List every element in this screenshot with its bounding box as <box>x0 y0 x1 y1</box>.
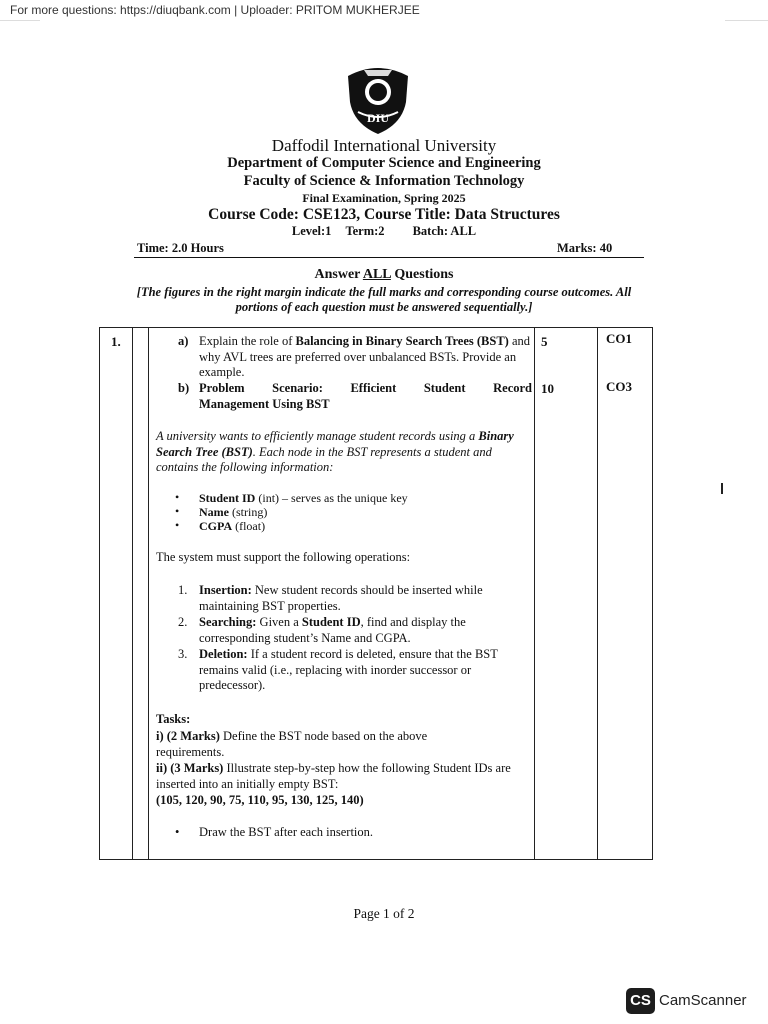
divider <box>725 20 768 21</box>
camscanner-logo-icon: CS <box>626 988 655 1014</box>
exam-time: Time: 2.0 Hours <box>137 241 224 255</box>
column-line <box>148 328 149 859</box>
system-text: The system must support the following operations: <box>156 550 411 564</box>
exam-name: Final Examination, Spring 2025 <box>302 191 466 205</box>
total-marks: Marks: 40 <box>557 241 613 255</box>
level-row <box>0 224 768 239</box>
task-2: ii) (3 Marks) Illustrate step-by-step how the following Student IDs are inserted into an initially empty BST: <box>156 761 511 791</box>
part-a-co: CO1 <box>606 331 632 346</box>
bullet-icon: • <box>175 825 180 839</box>
bullet-icon: • <box>175 490 180 504</box>
operation-item: 2. Searching: Given a Student ID, find and display the corresponding student’s Name and CGPA. <box>178 615 466 645</box>
part-b-label: b) <box>178 381 190 395</box>
department-name: Department of Computer Science and Engineering <box>227 155 541 171</box>
task-1: i) (2 Marks) Define the BST node based on the above requirements. <box>156 729 428 759</box>
camscanner-name: CamScanner <box>659 992 747 1009</box>
part-b-marks: 10 <box>541 381 554 396</box>
bullet-icon: • <box>175 504 180 518</box>
faculty-name: Faculty of Science & Information Technology <box>243 173 525 189</box>
watermark-text: For more questions: https://diuqbank.com | Uploader: PRITOM MUKHERJEE <box>10 3 420 17</box>
batch: Batch: ALL <box>412 224 477 238</box>
field-item: • Name (string) <box>175 504 268 519</box>
part-a-marks: 5 <box>541 334 548 349</box>
column-line <box>534 328 535 859</box>
part-a-label: a) <box>178 334 189 348</box>
operation-item: 1. Insertion: New student records should be inserted while maintaining BST properties. <box>178 583 483 613</box>
part-b-title-line1: Problem Scenario: Efficient Student Record <box>199 381 532 395</box>
answer-instruction: Answer ALL Questions <box>314 267 454 282</box>
question-table <box>99 327 653 860</box>
tasks-label: Tasks: <box>156 712 191 726</box>
student-ids: (105, 120, 90, 75, 110, 95, 130, 125, 140) <box>156 793 364 807</box>
part-b-title-line2: Management Using BST <box>199 397 330 411</box>
page-number: Page 1 of 2 <box>353 906 415 921</box>
divider <box>0 20 40 21</box>
course-title: Course Code: CSE123, Course Title: Data Structures <box>208 206 560 223</box>
logo-text: DIU <box>366 111 390 125</box>
field-item: • Student ID (int) – serves as the unique key <box>175 490 408 505</box>
level: Level:1 <box>291 224 332 238</box>
scenario-text: A university wants to efficiently manage student records using a Binary Search Tree (BST). Each node in the BST represents a student and contains the following information: <box>156 429 514 474</box>
bullet-icon: • <box>175 518 180 532</box>
column-line <box>132 328 133 859</box>
term: Term:2 <box>345 224 385 238</box>
column-line <box>597 328 598 859</box>
scan-mark <box>721 483 723 494</box>
university-name: Daffodil International University <box>271 136 497 155</box>
diu-crest-icon <box>344 62 412 136</box>
operation-item: 3. Deletion: If a student record is deleted, ensure that the BST remains valid (i.e., replacing with inorder successor or predecessor). <box>178 647 498 692</box>
part-b-co: CO3 <box>606 379 632 394</box>
question-number: 1. <box>111 334 121 349</box>
field-item: • CGPA (float) <box>175 518 266 533</box>
instruction-note: [The figures in the right margin indicate the full marks and corresponding course outcomes. All portions of each question must be answered sequentially.] <box>136 285 632 314</box>
draw-instruction: • Draw the BST after each insertion. <box>175 825 374 839</box>
part-a-text: Explain the role of Balancing in Binary Search Trees (BST) and why AVL trees are preferred over unbalanced BSTs. Provide an example. <box>199 334 531 379</box>
header-rule <box>134 257 644 258</box>
